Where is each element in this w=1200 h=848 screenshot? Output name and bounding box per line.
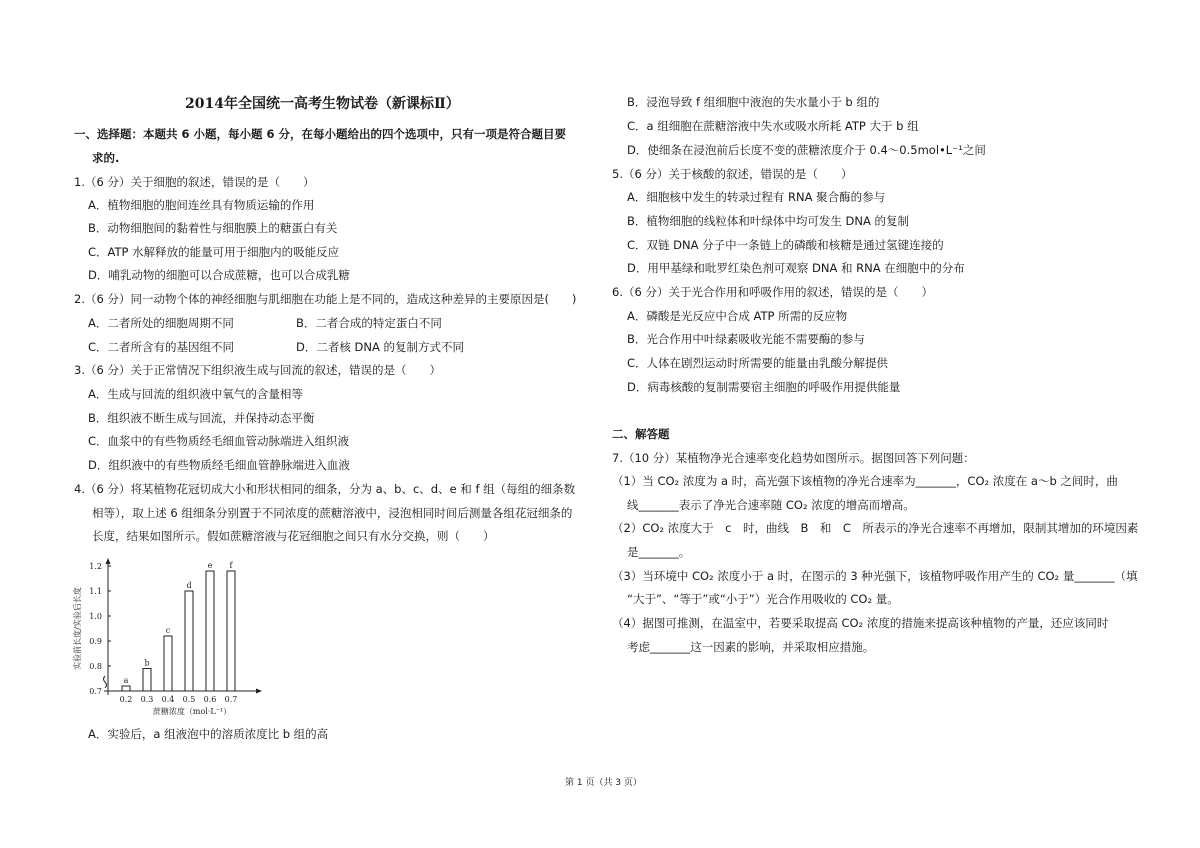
x-tick-label: 0.3: [140, 695, 154, 704]
q6-stem: 6.（6 分）关于光合作用和呼吸作用的叙述，错误的是（ ）: [612, 285, 933, 299]
q4-stem: 4.（6 分）将某植物花冠切成大小和形状相同的细条，分为 a、b、c、d、e 和 f 组（每组的细条数: [74, 482, 576, 496]
q3-option-d: D．组织液中的有些物质经毛细血管静脉端进入血液: [88, 458, 350, 472]
q2-stem: 2.（6 分）同一动物个体的神经细胞与肌细胞在功能上是不同的，造成这种差异的主要原因是( ): [74, 292, 577, 306]
q4-stem-cont2: 长度，结果如图所示。假如蔗糖溶液与花冠细胞之间只有水分交换，则（ ）: [92, 529, 495, 543]
x-tick-label: 0.6: [203, 695, 217, 704]
y-axis-break: [104, 676, 107, 688]
page-footer: 第 1 页（共 3 页）: [565, 778, 642, 788]
q5-stem: 5.（6 分）关于核酸的叙述，错误的是（ ）: [612, 167, 853, 181]
q7-part2-cont: 是_______。: [627, 545, 691, 559]
q5-option-c: C．双链 DNA 分子中一条链上的磷酸和核糖是通过氢键连接的: [627, 238, 944, 252]
q3-stem: 3.（6 分）关于正常情况下组织液生成与回流的叙述，错误的是（ ）: [74, 363, 441, 377]
y-tick-label: 1.1: [89, 587, 102, 596]
y-axis-arrow: [106, 558, 111, 564]
q1-stem: 1.（6 分）关于细胞的叙述，错误的是（ ）: [74, 175, 315, 189]
q1-option-d: D．哺乳动物的细胞可以合成蔗糖，也可以合成乳糖: [88, 268, 350, 282]
bar-label: d: [186, 581, 192, 590]
bar-label: f: [229, 561, 233, 570]
q5-option-a: A．细胞核中发生的转录过程有 RNA 聚合酶的参与: [627, 190, 886, 204]
q4-option-c: C．a 组细胞在蔗糖溶液中失水或吸水所耗 ATP 大于 b 组: [627, 119, 919, 133]
q6-option-d: D．病毒核酸的复制需要宿主细胞的呼吸作用提供能量: [627, 380, 901, 394]
q7-part1: （1）当 CO₂ 浓度为 a 时，高光强下该植物的净光合速率为_______，CO₂ 浓度在 a～b 之间时，曲: [612, 474, 1118, 488]
q6-option-b: B．光合作用中叶绿素吸收光能不需要酶的参与: [627, 332, 865, 346]
q1-option-a: A．植物细胞的胞间连丝具有物质运输的作用: [88, 198, 315, 212]
y-tick-label: 0.8: [89, 662, 102, 671]
bar-f: [227, 571, 235, 691]
q4-option-a: A．实验后，a 组液泡中的溶质浓度比 b 组的高: [88, 727, 329, 741]
bar-label: a: [123, 676, 129, 685]
bar-label: b: [144, 658, 150, 668]
y-tick-label: 0.7: [89, 687, 102, 696]
q2-option-a: A．二者所处的细胞周期不同: [88, 316, 234, 330]
q7-part1-cont: 线_______表示了净光合速率随 CO₂ 浓度的增高而增高。: [627, 498, 915, 512]
q7-part4-cont: 考虑_______这一因素的影响，并采取相应措施。: [627, 640, 875, 654]
bar-a: [122, 686, 130, 691]
q6-option-a: A．磷酸是光反应中合成 ATP 所需的反应物: [627, 309, 848, 323]
q7-stem: 7.（10 分）某植物净光合速率变化趋势如图所示。据图回答下列问题：: [612, 451, 975, 465]
section2-header: 二、解答题: [612, 427, 670, 441]
x-axis-arrow: [256, 689, 262, 694]
q7-part3-cont: “大于”、“等于”或“小于”）光合作用吸收的 CO₂ 量。: [627, 592, 899, 606]
q2-option-d: D．二者核 DNA 的复制方式不同: [296, 340, 464, 354]
bar-d: [185, 591, 193, 691]
q7-part3: （3）当环境中 CO₂ 浓度小于 a 时，在图示的 3 种光强下，该植物呼吸作用产生的 CO₂ 量_______（填: [612, 569, 1138, 583]
x-axis-label: 蔗糖浓度（mol·L⁻¹）: [152, 707, 232, 716]
page-title: 2014年全国统一高考生物试卷（新课标Ⅱ）: [185, 96, 460, 112]
y-axis-label: 实验前长度/实验后长度: [73, 587, 82, 670]
q1-option-b: B．动物细胞间的黏着性与细胞膜上的糖蛋白有关: [88, 221, 338, 235]
section1-header-cont: 求的.: [92, 151, 120, 165]
q4-bar-chart: [70, 556, 270, 720]
q6-option-c: C．人体在剧烈运动时所需要的能量由乳酸分解提供: [627, 356, 889, 370]
bar-b: [143, 669, 151, 692]
q4-option-d: D．使细条在浸泡前后长度不变的蔗糖浓度介于 0.4～0.5mol•L⁻¹之间: [627, 143, 986, 157]
q5-option-d: D．用甲基绿和吡罗红染色剂可观察 DNA 和 RNA 在细胞中的分布: [627, 261, 965, 275]
q1-option-c: C．ATP 水解释放的能量可用于细胞内的吸能反应: [88, 245, 340, 259]
q4-stem-cont: 相等），取上述 6 组细条分别置于不同浓度的蔗糖溶液中，浸泡相同时间后测量各组花冠细条的: [92, 506, 573, 520]
bar-label: e: [207, 561, 213, 570]
q7-part2: （2）CO₂ 浓度大于 c 时，曲线 B 和 C 所表示的净光合速率不再增加，限制其增加的环境因素: [612, 521, 1139, 535]
q4-option-b: B．浸泡导致 f 组细胞中液泡的失水量小于 b 组的: [627, 95, 880, 109]
x-tick-label: 0.5: [182, 695, 196, 704]
q2-option-b: B．二者合成的特定蛋白不同: [296, 316, 442, 330]
q5-option-b: B．植物细胞的线粒体和叶绿体中均可发生 DNA 的复制: [627, 214, 910, 228]
y-tick-label: 1.2: [89, 562, 102, 571]
q2-option-c: C．二者所含有的基因组不同: [88, 340, 235, 354]
x-tick-label: 0.4: [161, 695, 175, 704]
x-tick-label: 0.2: [119, 695, 133, 704]
q3-option-c: C．血浆中的有些物质经毛细血管动脉端进入组织液: [88, 434, 350, 448]
x-tick-label: 0.7: [224, 695, 238, 704]
y-tick-label: 1.0: [89, 612, 102, 621]
bar-e: [206, 571, 214, 691]
q7-part4: （4）据图可推测，在温室中，若要采取提高 CO₂ 浓度的措施来提高该种植物的产量，还应该同时: [612, 616, 1109, 630]
q3-option-a: A．生成与回流的组织液中氧气的含量相等: [88, 387, 303, 401]
bar-label: c: [165, 626, 171, 635]
y-tick-label: 0.9: [89, 637, 102, 646]
section1-header: 一、选择题：本题共 6 小题，每小题 6 分，在每小题给出的四个选项中，只有一项是符合题目要: [74, 127, 567, 141]
bar-c: [164, 636, 172, 691]
q3-option-b: B．组织液不断生成与回流，并保持动态平衡: [88, 411, 315, 425]
